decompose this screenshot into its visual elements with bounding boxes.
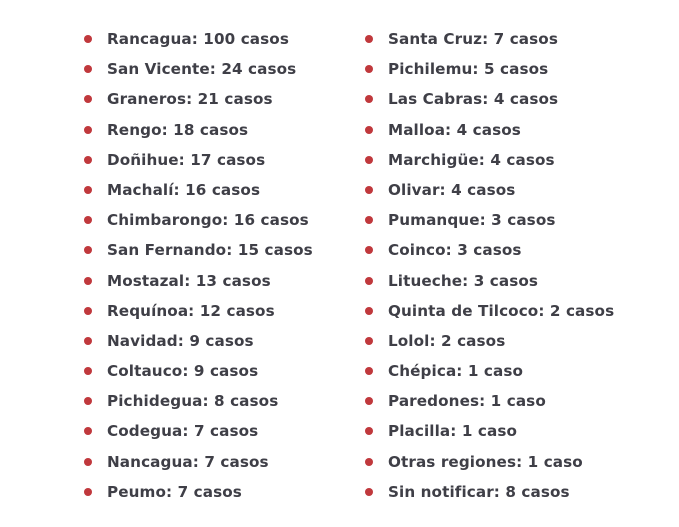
bullet-icon [365,488,373,496]
bullet-icon [84,126,92,134]
list-item-label: Chimbarongo: 16 casos [107,211,309,230]
list-item-label: Requínoa: 12 casos [107,301,275,320]
list-item [365,448,614,478]
list-item-label: Machalí: 16 casos [107,180,261,199]
list-item [365,236,614,266]
bullet-icon [365,216,373,224]
right-case-list [365,25,614,508]
bullet-icon [84,397,92,405]
list-item-label: Quinta de Tilcoco: 2 casos [388,301,615,320]
bullet-icon [84,156,92,164]
list-item [365,85,614,115]
list-item [365,297,614,327]
list-item [84,176,313,206]
list-item-label: Pumanque: 3 casos [388,211,556,230]
list-item-label: Coinco: 3 casos [388,241,522,260]
list-item-label: Paredones: 1 caso [388,392,546,411]
list-item-label: Las Cabras: 4 casos [388,90,559,109]
bullet-icon [84,307,92,315]
list-item-label: Pichidegua: 8 casos [107,392,279,411]
list-item [365,417,614,447]
list-item-label: San Fernando: 15 casos [107,241,313,260]
list-item [84,478,313,508]
list-item-label: San Vicente: 24 casos [107,60,297,79]
left-case-list [84,25,313,508]
list-item-label: Lolol: 2 casos [388,331,506,350]
bullet-icon [365,126,373,134]
list-item [365,146,614,176]
list-item-label: Navidad: 9 casos [107,331,254,350]
bullet-icon [84,488,92,496]
list-item [365,116,614,146]
list-item [365,206,614,236]
list-item [84,146,313,176]
list-item-label: Olivar: 4 casos [388,180,516,199]
list-item-label: Doñihue: 17 casos [107,150,266,169]
list-item [84,236,313,266]
list-item-label: Santa Cruz: 7 casos [388,30,558,48]
list-item [84,357,313,387]
list-item [84,55,313,85]
bullet-icon [84,35,92,43]
bullet-icon [84,216,92,224]
list-item [84,448,313,478]
bullet-icon [84,367,92,375]
list-item [84,85,313,115]
list-item [84,206,313,236]
bullet-icon [84,186,92,194]
list-item [365,478,614,508]
list-item [365,25,614,55]
bullet-icon [84,246,92,254]
bullet-icon [365,397,373,405]
bullet-icon [84,458,92,466]
list-item [365,267,614,297]
list-item [365,176,614,206]
bullet-icon [365,186,373,194]
list-item [84,327,313,357]
bullet-icon [365,367,373,375]
list-item-label: Mostazal: 13 casos [107,271,271,290]
bullet-icon [365,337,373,345]
list-item [84,25,313,55]
list-item [365,55,614,85]
list-item-label: Placilla: 1 caso [388,422,517,441]
list-item [84,387,313,417]
bullet-icon [365,95,373,103]
bullet-icon [365,35,373,43]
bullet-icon [84,277,92,285]
list-item [365,327,614,357]
list-item-label: Rancagua: 100 casos [107,30,289,48]
list-item-label: Rengo: 18 casos [107,120,249,139]
list-item-label: Litueche: 3 casos [388,271,539,290]
bullet-icon [84,427,92,435]
list-item-label: Otras regiones: 1 caso [388,452,583,471]
list-item [365,357,614,387]
list-item-label: Sin notificar: 8 casos [388,482,570,501]
list-item-label: Pichilemu: 5 casos [388,60,549,79]
list-item-label: Malloa: 4 casos [388,120,521,139]
list-item [84,417,313,447]
list-item-label: Marchigüe: 4 casos [388,150,555,169]
list-item-label: Chépica: 1 caso [388,362,524,381]
bullet-icon [365,246,373,254]
list-item [365,387,614,417]
bullet-icon [84,95,92,103]
list-item [84,116,313,146]
bullet-icon [365,277,373,285]
list-item [84,297,313,327]
list-item-label: Graneros: 21 casos [107,90,273,109]
list-item [84,267,313,297]
bullet-icon [365,427,373,435]
bullet-icon [365,307,373,315]
list-item-label: Nancagua: 7 casos [107,452,269,471]
list-item-label: Codegua: 7 casos [107,422,259,441]
list-item-label: Coltauco: 9 casos [107,362,259,381]
bullet-icon [84,65,92,73]
bullet-icon [84,337,92,345]
bullet-icon [365,458,373,466]
list-item-label: Peumo: 7 casos [107,482,242,501]
bullet-icon [365,65,373,73]
bullet-icon [365,156,373,164]
